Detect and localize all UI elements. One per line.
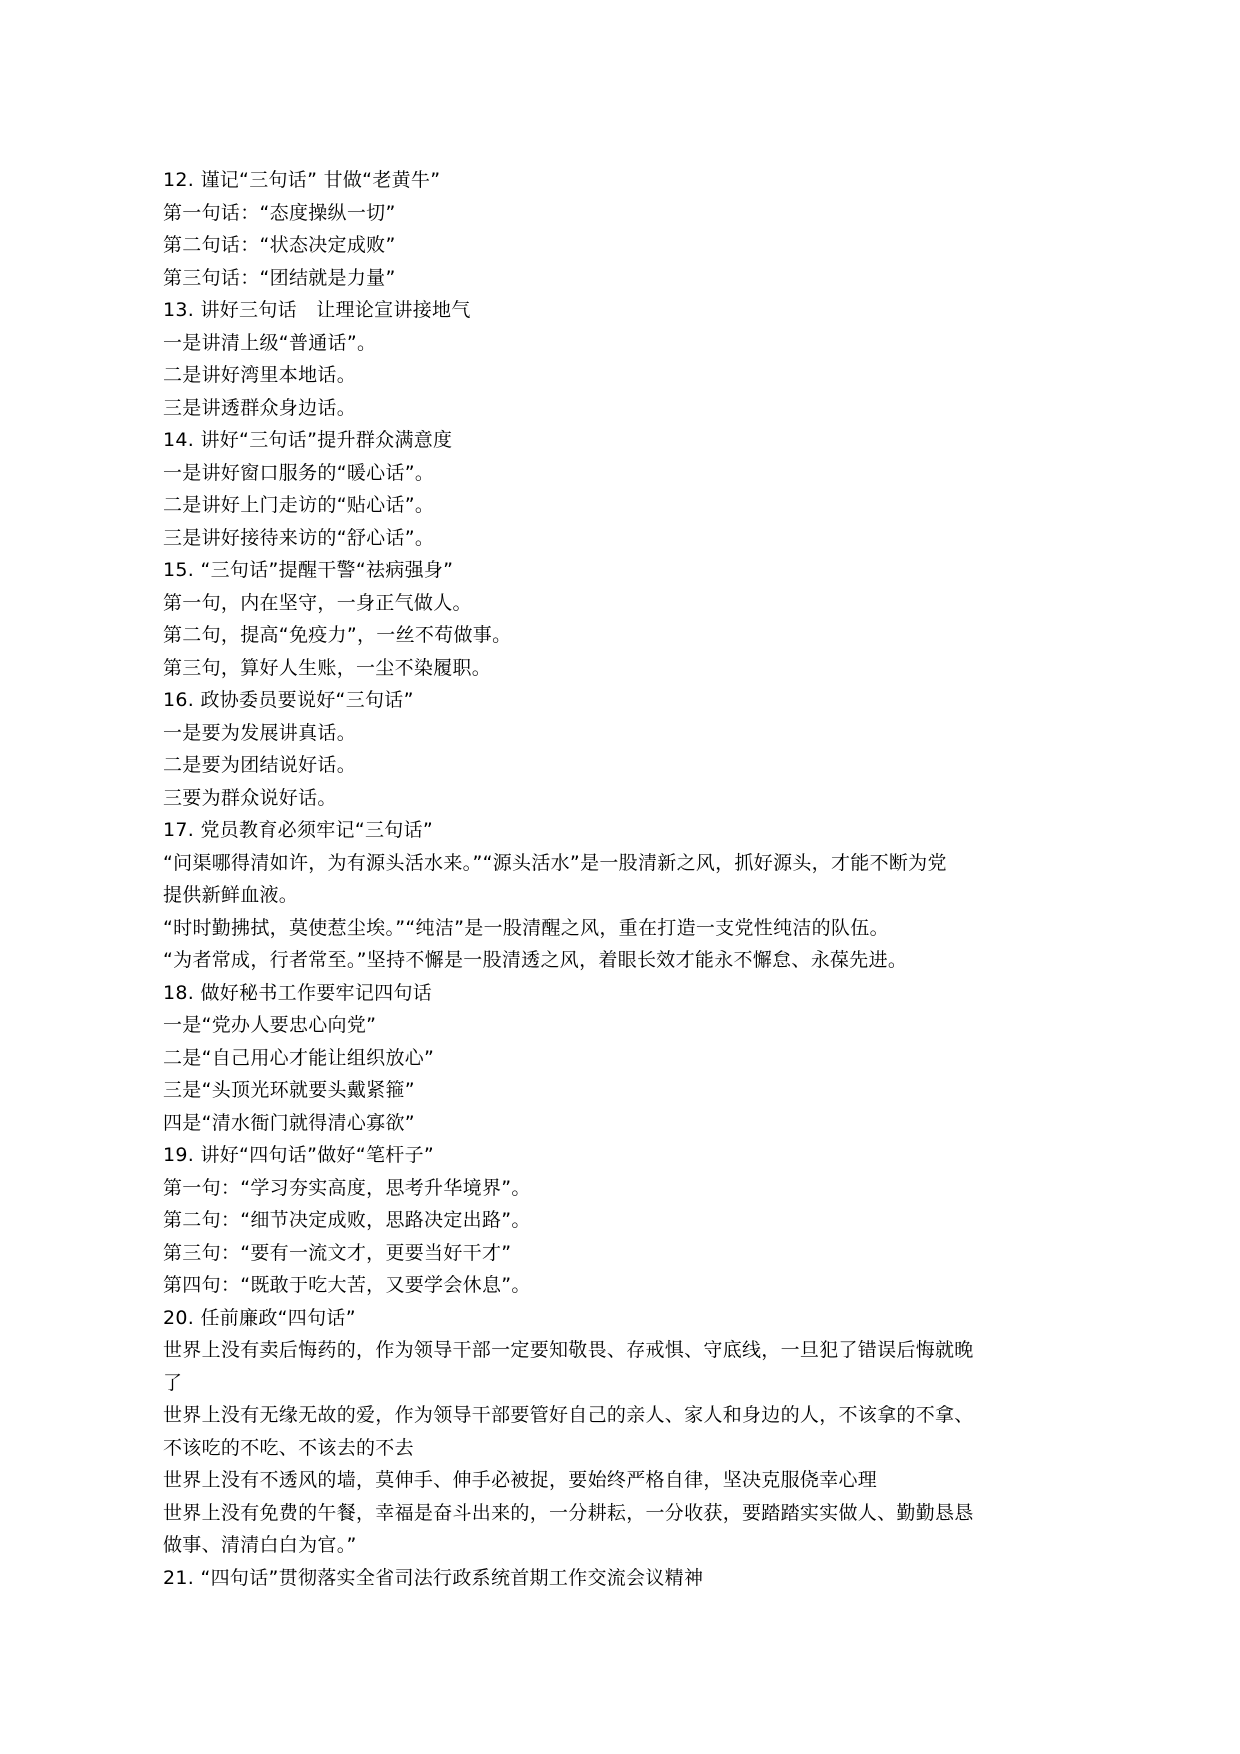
- paragraph-line: 第二句话：“状态决定成败”: [163, 234, 396, 256]
- paragraph-line: 一是要为发展讲真话。: [163, 721, 357, 744]
- paragraph-line: 第三句话：“团结就是力量”: [163, 266, 396, 289]
- paragraph-line: 提供新鲜血液。: [163, 884, 299, 906]
- section-heading-15: 15. “三句话”提醒干警“祛病强身”: [163, 559, 454, 581]
- document-body: [163, 164, 1093, 1594]
- paragraph-line: 三是讲好接待来访的“舒心话”。: [163, 526, 435, 549]
- paragraph-line: 第一句话：“态度操纵一切”: [163, 201, 396, 224]
- paragraph-line: 做事、清清白白为官。”: [163, 1534, 357, 1556]
- paragraph-line: 三要为群众说好话。: [163, 786, 337, 809]
- paragraph-line: 一是讲清上级“普通话”。: [163, 331, 377, 354]
- paragraph-line: 四是“清水衙门就得清心寡欲”: [163, 1111, 415, 1134]
- section-heading-13: 13. 讲好三句话 让理论宣讲接地气: [163, 299, 471, 321]
- paragraph-line: 第一句：“学习夯实高度，思考升华境界”。: [163, 1176, 531, 1199]
- section-heading-19: 19. 讲好“四句话”做好“笔杆子”: [163, 1144, 435, 1166]
- paragraph-line: 第二句：“细节决定成败，思路决定出路”。: [163, 1209, 531, 1231]
- paragraph-line: 一是讲好窗口服务的“暖心话”。: [163, 461, 435, 484]
- section-heading-20: 20. 任前廉政“四句话”: [163, 1306, 356, 1329]
- paragraph-line: 二是“自己用心才能让组织放心”: [163, 1046, 435, 1069]
- section-heading-18: 18. 做好秘书工作要牢记四句话: [163, 981, 433, 1004]
- section-heading-12: 12. 谨记“三句话” 甘做“老黄牛”: [163, 169, 441, 191]
- section-heading-14: 14. 讲好“三句话”提升群众满意度: [163, 429, 453, 451]
- section-heading-21: 21. “四句话”贯彻落实全省司法行政系统首期工作交流会议精神: [163, 1566, 704, 1589]
- section-heading-17: 17. 党员教育必须牢记“三句话”: [163, 819, 434, 841]
- paragraph-line: 第二句，提高“免疫力”，一丝不苟做事。: [163, 624, 512, 646]
- paragraph-line: 世界上没有不透风的墙，莫伸手、伸手必被捉，要始终严格自律，坚决克服侥幸心理: [163, 1469, 878, 1491]
- paragraph-line: 第三句，算好人生账，一尘不染履职。: [163, 656, 492, 679]
- paragraph-line: 世界上没有无缘无故的爱，作为领导干部要管好自己的亲人、家人和身边的人，不该拿的不拿、: [163, 1404, 974, 1426]
- paragraph-line: 世界上没有卖后悔药的，作为领导干部一定要知敬畏、存戒惧、守底线，一旦犯了错误后悔就晚: [163, 1339, 974, 1361]
- paragraph-line: 第三句：“要有一流文才，更要当好干才”: [163, 1241, 512, 1264]
- paragraph-line: 第四句：“既敢于吃大苦，又要学会休息”。: [163, 1274, 531, 1296]
- paragraph-line: 第一句，内在坚守，一身正气做人。: [163, 591, 472, 614]
- paragraph-line: 二是讲好上门走访的“贴心话”。: [163, 494, 435, 516]
- paragraph-line: “时时勤拂拭，莫使惹尘埃。”“纯洁”是一股清醒之风，重在打造一支党性纯洁的队伍。: [163, 916, 889, 939]
- section-heading-16: 16. 政协委员要说好“三句话”: [163, 689, 414, 711]
- paragraph-line: 世界上没有免费的午餐，幸福是奋斗出来的，一分耕耘，一分收获，要踏踏实实做人、勤勤恳恳: [163, 1501, 974, 1524]
- paragraph-line: “问渠哪得清如许，为有源头活水来。”“源头活水”是一股清新之风，抓好源头，才能不断为党: [163, 851, 947, 874]
- paragraph-line: “为者常成，行者常至。”坚持不懈是一股清透之风，着眼长效才能永不懈怠、永葆先进。: [163, 949, 908, 971]
- paragraph-line: 三是讲透群众身边话。: [163, 396, 357, 419]
- paragraph-line: 不该吃的不吃、不该去的不去: [163, 1436, 414, 1459]
- paragraph-line: 一是“党办人要忠心向党”: [163, 1014, 377, 1036]
- paragraph-line: 三是“头顶光环就要头戴紧箍”: [163, 1079, 415, 1101]
- paragraph-line: 了: [163, 1371, 183, 1394]
- paragraph-line: 二是讲好湾里本地话。: [163, 364, 357, 386]
- paragraph-line: 二是要为团结说好话。: [163, 754, 357, 776]
